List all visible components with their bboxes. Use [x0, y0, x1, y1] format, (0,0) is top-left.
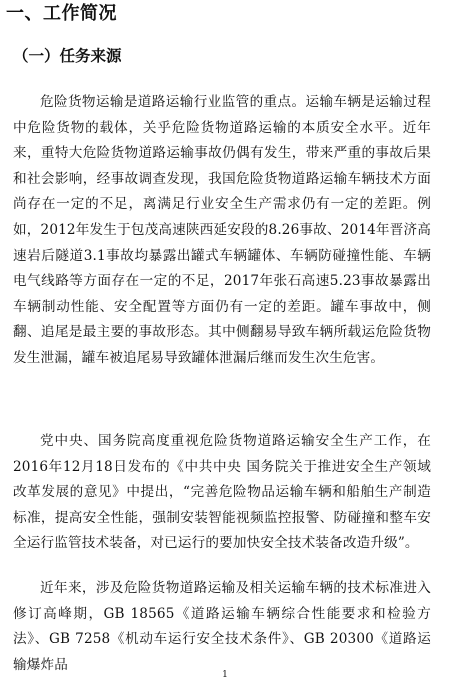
body-paragraph-3: 近年来，涉及危险货物道路运输及相关运输车辆的技术标准进入修订高峰期，GB 18565《道路运输车辆综合性能要求和检验方法》、GB 7258《机动车运行安全技术条件》、GB 20300《道路运输爆炸品	[13, 580, 431, 673]
section-heading: 一、工作简况	[6, 3, 117, 24]
subsection-heading: （一）任务来源	[13, 47, 122, 65]
body-paragraph-2: 党中央、国务院高度重视危险货物道路运输安全生产工作，在2016年12月18日发布的《中共中央 国务院关于推进安全生产领域改革发展的意见》中提出，“完善危险物品运输车辆和船舶生产制造标准，提高安全性能，强制安装智能视频监控报警、防碰撞和整车安全运行监管技术装备，对已运行的要加快安全技术装备改造升级”。	[13, 433, 431, 552]
page-number: 1	[222, 670, 228, 680]
body-paragraph-1: 危险货物运输是道路运输行业监管的重点。运输车辆是运输过程中危险货物的载体，关乎危险货物道路运输的本质安全水平。近年来，重特大危险货物道路运输事故仍偶有发生，带来严重的事故后果和社会影响，经事故调查发现，我国危险货物道路运输车辆技术方面尚存在一定的不足，离满足行业安全生产需求仍有一定的差距。例如，2012年发生于包茂高速陕西延安段的8.26事故、2014年晋济高速岩后隧道3.1事故均暴露出罐式车辆罐体、车辆防碰撞性能、车辆电气线路等方面存在一定的不足，2017年张石高速5.23事故暴露出车辆制动性能、安全配置等方面仍有一定的差距。罐车事故中，侧翻、追尾是最主要的事故形态。其中侧翻易导致车辆所载运危险货物发生泄漏，罐车被追尾易导致罐体泄漏后继而发生次生危害。	[13, 94, 431, 366]
